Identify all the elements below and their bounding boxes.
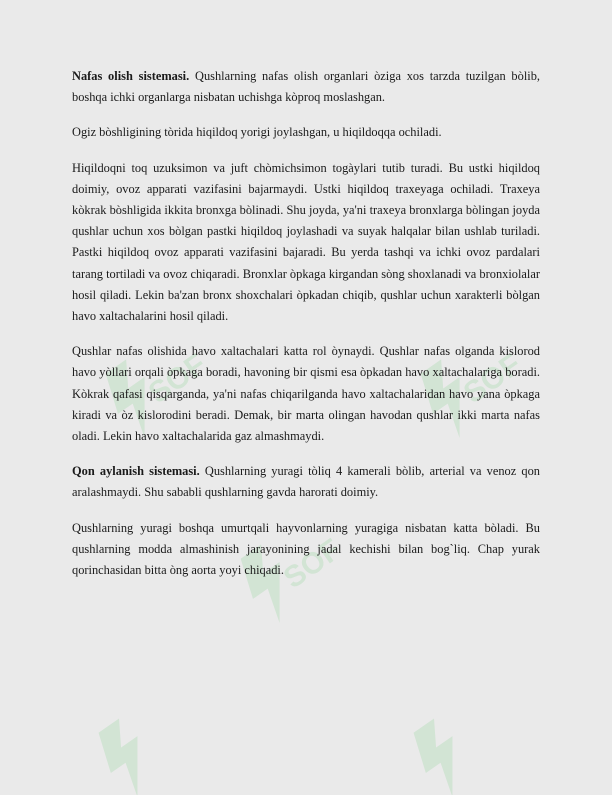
paragraph-text: Qushlarning nafas olish organlari òziga xos tarzda tuzilgan bòlib, boshqa ichki organlarga nisbatan uchishga kòproq moslashgan.	[72, 69, 540, 105]
svg-text:SOF: SOF	[457, 347, 528, 411]
section-heading-respiratory: Nafas olish sistemasi.	[72, 69, 190, 83]
paragraph-respiratory-intro	[72, 66, 540, 108]
paragraph-circulatory-intro	[72, 461, 540, 503]
paragraph-text: Qushlarning yuragi boshqa umurtqali hayvonlarning yuragiga nisbatan katta bòladi. Bu qushlarning modda almashinish jarayonining jadal kechishi bilan bog`liq. Chap yurak qorinchasidan bitta òng aorta yoyi chiqadi.	[72, 520, 540, 578]
document-body	[72, 66, 540, 595]
paragraph-heart	[72, 518, 540, 582]
paragraph-larynx-structure	[72, 158, 540, 328]
paragraph-text: Ogiz bòshligining tòrida hiqildoq yorigi joylashgan, u hiqildoqqa ochiladi.	[72, 125, 442, 140]
sof-watermark-logo	[80, 705, 190, 795]
sof-watermark-logo	[395, 705, 505, 795]
paragraph-text: Qushlar nafas olishida havo xaltachalari katta rol òynaydi. Qushlar nafas olganda kislorod havo yòllari orqali òpkaga boradi, havoning bir qismi esa òpkadan havo xaltachalariga boradi. Kòkrak qafasi qisqarganda, ya'ni nafas chiqarilganda havo xaltachalaridan havo yana òpkaga kiradi va òz kislorodini beradi. Demak, bir marta olingan havodan qushlar ikki marta nafas oladi. Lekin havo xaltachalarida gaz almashmaydi.	[72, 344, 540, 444]
svg-text:SOF: SOF	[142, 347, 213, 411]
paragraph-text: Hiqildoqni toq uzuksimon va juft chòmichsimon togàylari tutib turadi. Bu ustki hiqildoq doimiy, ovoz apparati vazifasini bajarmaydi. Ustki hiqildoq traxeyaga ochiladi. Traxeya kòkrak bòshligida ikkita bronxga bòlinadi. Shu joyda, ya'ni traxeya bronxlarga bòlingan joyda qushlar uchun xos bòlgan pastki hiqildoq joylashadi va suyak halqalar bilan ushlab turiladi. Pastki hiqildoq ovoz apparati vazifasini bajaradi. Bu yerda tashqi va ichki ovoz pardalari tarang tortiladi va ovoz chiqaradi. Bronxlar òpkaga kirgandan sòng shoxlanadi va bronxiolalar hosil qiladi. Lekin ba'zan bronx shoxchalari òpkadan chiqib, qushlar uchun xarakterli bòlgan havo xaltachalarini hosil qiladi.	[72, 160, 540, 324]
section-heading-circulatory: Qon aylanish sistemasi.	[72, 464, 200, 479]
svg-text:SOF: SOF	[277, 532, 348, 596]
paragraph-air-sacs	[72, 341, 540, 447]
paragraph-text: Qushlarning yuragi tòliq 4 kamerali bòlib, arterial va venoz qon aralashmaydi. Shu sababli qushlarning gavda harorati doimiy.	[72, 464, 540, 500]
paragraph-larynx-opening	[72, 122, 540, 143]
